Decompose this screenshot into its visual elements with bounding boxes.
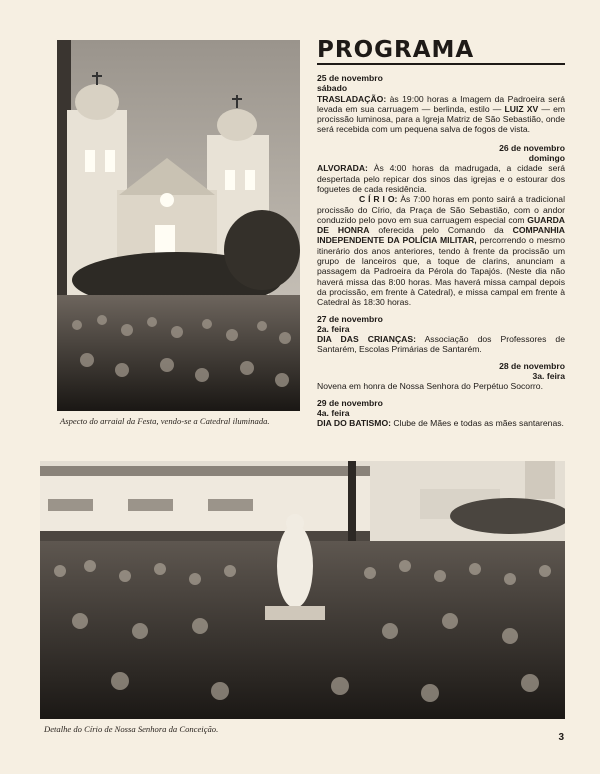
entry-bold: LUIZ XV xyxy=(504,103,539,114)
entry-text: percorrendo o mesmo itinerário dos anos anteriores, tendo à frente da procissão um grupo de lanceiros que, a toque de clarins, anunciam a passagem da Padroeira da Pérola do Tapajós. (Neste dia não haverá missa das 8:00 horas. Mas haverá missa campal depois da procissão, em frente à Catedral), e missa campal em frente à Catedral às 18:30 horas. xyxy=(317,235,565,308)
top-photo-caption: Aspecto do arraial da Festa, vendo-se a Catedral iluminada. xyxy=(60,416,270,426)
schedule-date: 26 de novembro xyxy=(499,142,565,153)
entry-bold: COMPANHIA INDEPENDENTE DA POLÍCIA MILITAR, xyxy=(317,225,566,246)
entry-text: oferecida pelo Comando da xyxy=(369,225,513,236)
entry-text: Clube de Mães e todas as mães santarenas. xyxy=(391,418,564,429)
schedule-day xyxy=(317,143,565,308)
entry-text: Novena em honra de Nossa Senhora do Perpétuo Socorro. xyxy=(317,381,543,392)
schedule-entry xyxy=(317,194,565,307)
schedule-weekday: 2a. feira xyxy=(317,323,350,334)
cathedral-photo xyxy=(57,40,300,411)
schedule-entry xyxy=(317,163,565,194)
schedule-day xyxy=(317,361,565,392)
schedule-entry xyxy=(317,334,565,355)
cathedral-illustration xyxy=(57,40,300,411)
schedule-weekday: 4a. feira xyxy=(317,407,350,418)
procession-photo xyxy=(40,461,565,719)
entry-text: às 19:00 horas a Imagem da Padroeira será levada em sua carruagem — berlinda, estilo — xyxy=(317,93,565,114)
entry-label: DIA DAS CRIANÇAS: xyxy=(317,334,416,345)
schedule-weekday: domingo xyxy=(528,153,565,164)
entry-text: Às 4:00 horas da madrugada, a cidade será despertada pelo repicar dos sinos das igrejas e o estourar dos foguetes de cada residência. xyxy=(317,163,565,194)
schedule-weekday: 3a. feira xyxy=(532,371,565,382)
schedule-weekday: sábado xyxy=(317,83,348,94)
schedule-date: 29 de novembro xyxy=(317,397,383,408)
entry-label: TRASLADAÇÃO: xyxy=(317,93,387,104)
schedule-entry xyxy=(317,418,565,428)
entry-label: DIA DO BATISMO: xyxy=(317,418,391,429)
entry-label: C Í R I O: xyxy=(359,194,398,205)
entry-text: Às 7:00 horas em ponto sairá a tradicional procissão do Círio, da Praça de São Sebastião, com o andor conduzido pelo povo em sua carruagem especial com xyxy=(317,194,565,225)
programme-column xyxy=(317,38,565,429)
entry-bold: GUARDA DE HONRA xyxy=(317,214,565,236)
entry-label: ALVORADA: xyxy=(317,163,368,174)
schedule-day xyxy=(317,73,565,135)
schedule-entry xyxy=(317,94,565,135)
schedule-day xyxy=(317,314,565,355)
procession-illustration xyxy=(40,461,565,719)
schedule-date: 27 de novembro xyxy=(317,313,383,324)
schedule-date: 25 de novembro xyxy=(317,73,383,83)
schedule-entry xyxy=(317,381,565,391)
page-number: 3 xyxy=(558,732,564,743)
bottom-photo-caption: Detalhe do Círio de Nossa Senhora da Conceição. xyxy=(44,724,219,734)
schedule-date: 28 de novembro xyxy=(499,360,565,371)
schedule-day xyxy=(317,398,565,429)
entry-text: — em procissão luminosa, para a Igreja Matriz de São Sebastião, onde será recebida com um pequena salva de fogos de vista. xyxy=(317,103,566,135)
page-title: PROGRAMA xyxy=(317,38,565,65)
entry-text: Associação dos Professores de Santarém, Escolas Primárias de Santarém. xyxy=(317,334,565,355)
